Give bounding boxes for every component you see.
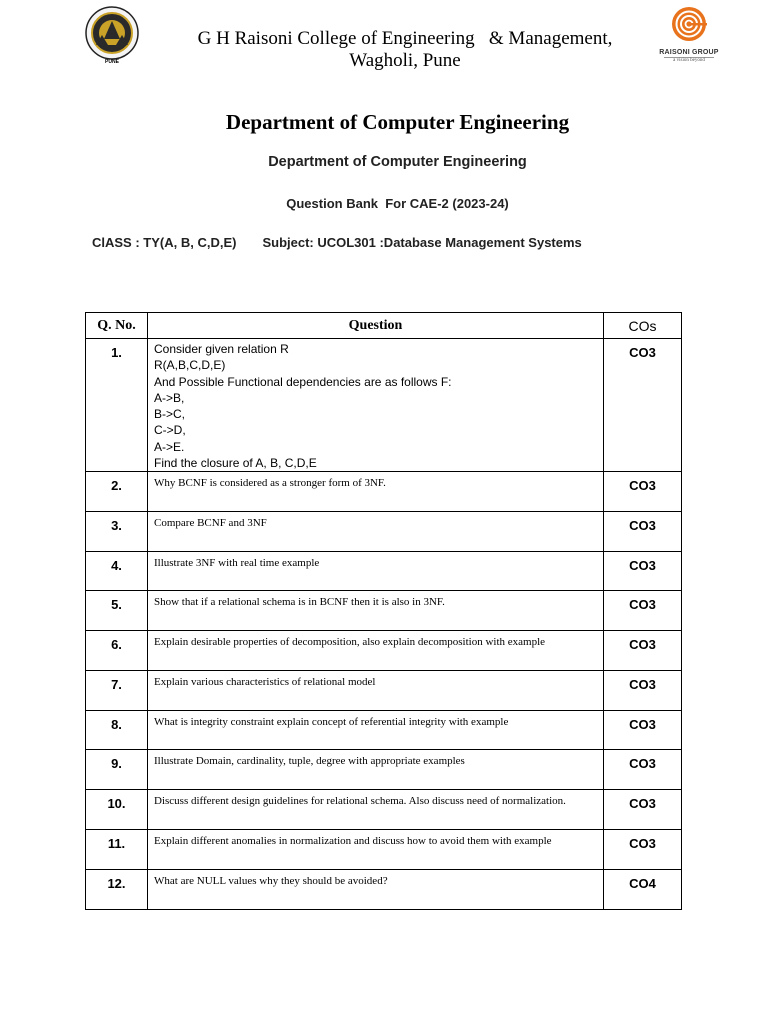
course-outcome: CO3	[604, 472, 682, 512]
question-number: 11.	[86, 830, 148, 870]
question-number: 8.	[86, 711, 148, 750]
question-number: 4.	[86, 552, 148, 591]
question-number: 9.	[86, 750, 148, 790]
subject-label: Subject: UCOL301 :Database Management Systems	[262, 235, 582, 250]
table-row	[86, 472, 682, 512]
question-text: Illustrate Domain, cardinality, tuple, degree with appropriate examples	[148, 750, 604, 790]
header-question: Question	[148, 313, 604, 339]
question-line: And Possible Functional dependencies are as follows F:	[154, 374, 452, 389]
table-row	[86, 631, 682, 671]
table-row	[86, 591, 682, 631]
table-header-row	[86, 313, 682, 339]
question-text: Why BCNF is considered as a stronger form of 3NF.	[148, 472, 604, 512]
question-line: A->E.	[154, 439, 185, 454]
table-row	[86, 711, 682, 750]
department-subheading: Department of Computer Engineering	[268, 154, 527, 170]
table-row	[86, 512, 682, 552]
class-subject-line	[92, 235, 582, 250]
raisoni-group-logo	[656, 6, 722, 62]
college-name-line1: G H Raisoni College of Engineering & Management,	[197, 28, 613, 49]
course-outcome: CO3	[604, 750, 682, 790]
question-text: Show that if a relational schema is in BCNF then it is also in 3NF.	[148, 591, 604, 631]
question-line: C->D,	[154, 423, 186, 438]
course-outcome: CO4	[604, 870, 682, 910]
header-qno: Q. No.	[86, 313, 148, 339]
question-number: 6.	[86, 631, 148, 671]
question-text: Illustrate 3NF with real time example	[148, 552, 604, 591]
brand-name: RAISONI GROUP	[659, 49, 719, 56]
question-text: Discuss different design guidelines for relational schema. Also discuss need of normalization.	[148, 790, 604, 830]
college-seal-logo	[80, 5, 144, 65]
course-outcome: CO3	[604, 631, 682, 671]
question-line: Consider given relation R	[154, 342, 289, 356]
question-text: Explain various characteristics of relational model	[148, 671, 604, 711]
table-row	[86, 552, 682, 591]
class-label: ClASS : TY(A, B, C,D,E)	[92, 235, 237, 250]
question-line: B->C,	[154, 407, 186, 422]
course-outcome: CO3	[604, 790, 682, 830]
course-outcome: CO3	[604, 339, 682, 472]
question-table	[85, 312, 682, 910]
header-cos: COs	[604, 313, 682, 339]
table-row	[86, 790, 682, 830]
spiral-logo-icon	[670, 6, 708, 42]
question-text: Compare BCNF and 3NF	[148, 512, 604, 552]
question-number: 1.	[86, 339, 148, 472]
course-outcome: CO3	[604, 711, 682, 750]
table-row	[86, 830, 682, 870]
course-outcome: CO3	[604, 552, 682, 591]
question-text	[148, 339, 604, 472]
question-text: What is integrity constraint explain concept of referential integrity with example	[148, 711, 604, 750]
brand-tagline: a vision beyond	[664, 57, 714, 63]
table-row	[86, 870, 682, 910]
question-line: Find the closure of A, B, C,D,E	[154, 456, 317, 471]
question-number: 3.	[86, 512, 148, 552]
table-row	[86, 671, 682, 711]
course-outcome: CO3	[604, 512, 682, 552]
question-number: 12.	[86, 870, 148, 910]
question-text: Explain different anomalies in normalization and discuss how to avoid them with example	[148, 830, 604, 870]
question-number: 2.	[86, 472, 148, 512]
college-seal-icon	[80, 5, 144, 65]
question-line: R(A,B,C,D,E)	[154, 358, 226, 373]
question-number: 10.	[86, 790, 148, 830]
question-text: Explain desirable properties of decomposition, also explain decomposition with example	[148, 631, 604, 671]
question-text: What are NULL values why they should be avoided?	[148, 870, 604, 910]
seal-caption: PUNE	[105, 59, 119, 65]
course-outcome: CO3	[604, 671, 682, 711]
question-bank-title: Question Bank For CAE-2 (2023-24)	[286, 196, 509, 211]
table-row	[86, 339, 682, 472]
question-number: 7.	[86, 671, 148, 711]
table-row	[86, 750, 682, 790]
department-heading: Department of Computer Engineering	[225, 110, 570, 134]
college-name	[160, 28, 650, 72]
question-line: A->B,	[154, 390, 185, 405]
course-outcome: CO3	[604, 830, 682, 870]
course-outcome: CO3	[604, 591, 682, 631]
college-name-line2: Wagholi, Pune	[349, 50, 461, 71]
question-number: 5.	[86, 591, 148, 631]
